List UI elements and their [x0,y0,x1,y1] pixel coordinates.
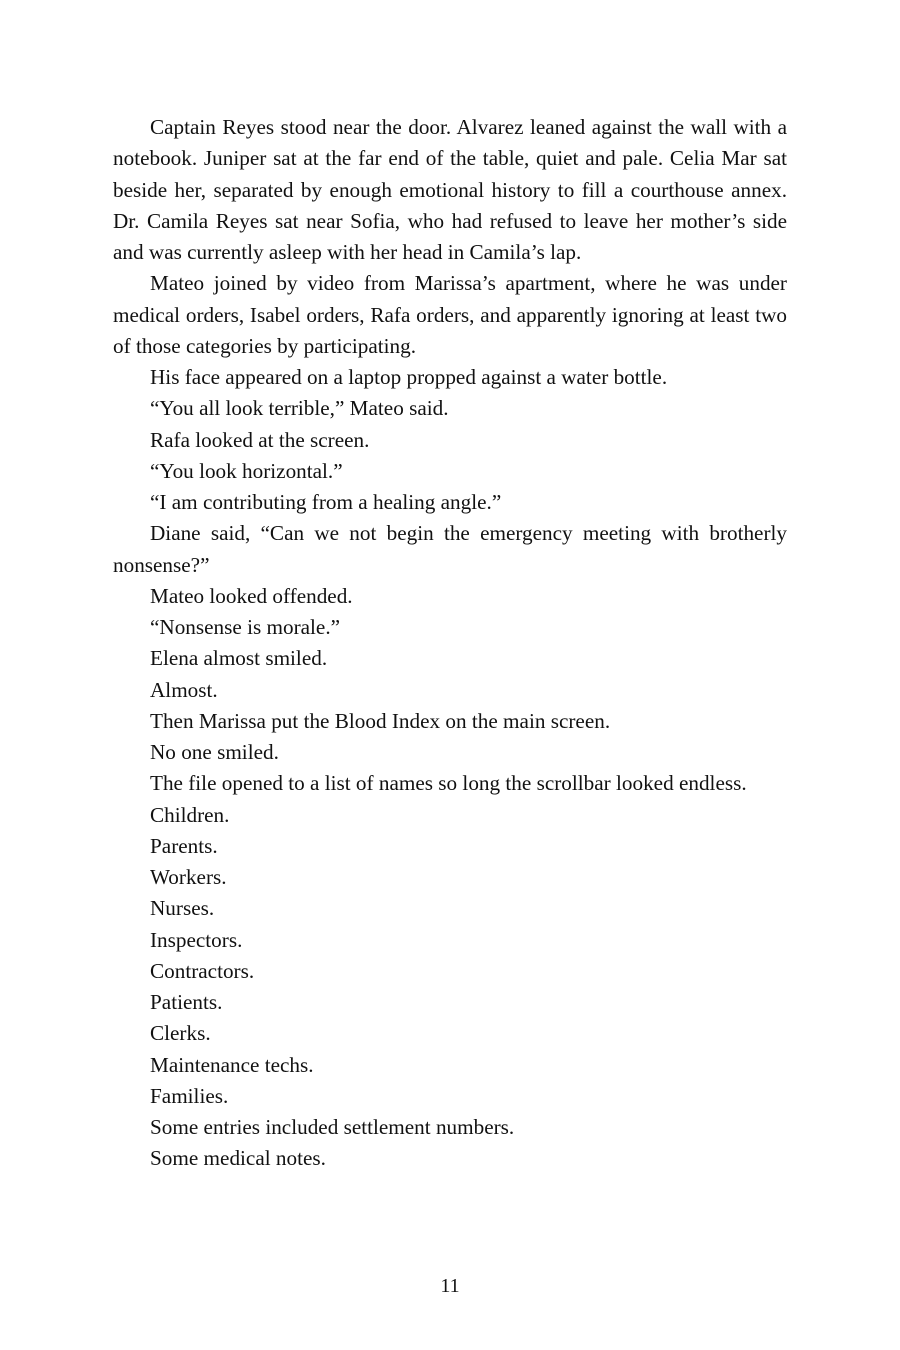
paragraph: “You look horizontal.” [150,458,343,483]
paragraph: Families. [150,1083,229,1108]
paragraph: Then Marissa put the Blood Index on the main screen. [150,708,611,733]
paragraph: The file opened to a list of names so long the scrollbar looked endless. [150,771,747,796]
paragraph: Almost. [150,677,218,702]
page-number: 11 [440,1275,460,1297]
paragraph: Some entries included settlement numbers. [150,1115,515,1139]
paragraph: “Nonsense is morale.” [150,615,341,639]
paragraph: “I am contributing from a healing angle.” [150,490,502,514]
paragraph: Parents. [150,833,218,858]
page-body [113,112,787,1175]
paragraph: His face appeared on a laptop propped against a water bottle. [150,365,668,389]
paragraph: Captain Reyes stood near the door. Alvarez leaned against the wall with a notebook. Juniper sat at the far end of the table, quiet and pale. Celia Mar sat beside her, separated by enough emotional history to fill a courthouse annex. Dr. Camila Reyes sat near Sofia, who had refused to leave her mother’s side and was currently asleep with her head in Camila’s lap. [113,115,787,264]
paragraph: Nurses. [150,896,215,921]
paragraph: Mateo joined by video from Marissa’s apartment, where he was under medical orders, Isabel orders, Rafa orders, and apparently ignoring at least two of those categories by participating. [113,271,787,358]
paragraph: Elena almost smiled. [150,646,328,671]
paragraph: Patients. [150,990,223,1014]
paragraph: No one smiled. [150,740,279,764]
paragraph: “You all look terrible,” Mateo said. [150,396,449,421]
paragraph: Diane said, “Can we not begin the emergency meeting with brotherly nonsense?” [113,521,787,577]
paragraph: Children. [150,802,230,827]
paragraph: Workers. [150,865,227,889]
paragraph: Contractors. [150,958,255,983]
paragraph: Rafa looked at the screen. [150,427,370,452]
paragraph: Mateo looked offended. [150,583,353,608]
paragraph: Some medical notes. [150,1146,326,1171]
paragraph: Inspectors. [150,927,243,952]
paragraph: Clerks. [150,1021,211,1046]
paragraph: Maintenance techs. [150,1052,314,1077]
